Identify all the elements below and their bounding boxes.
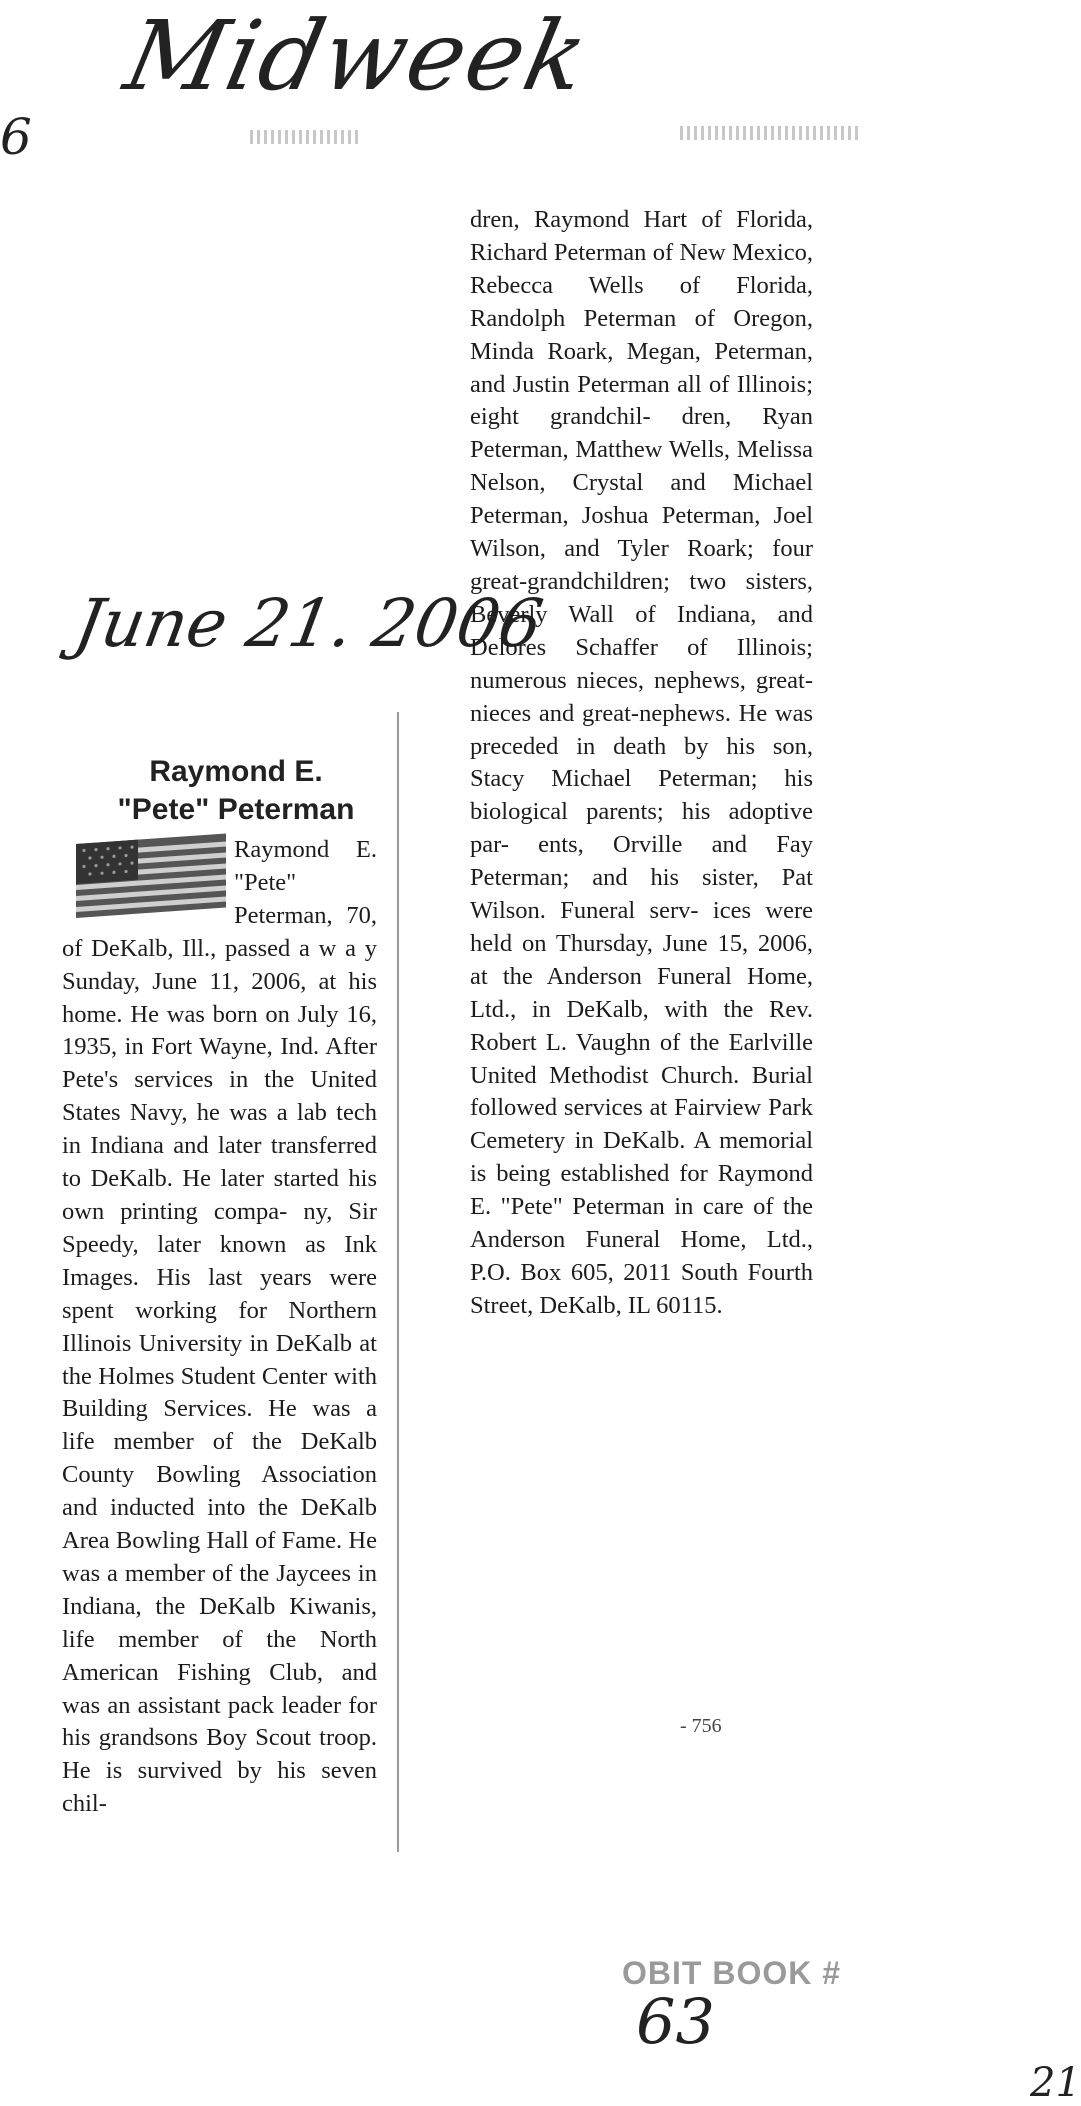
- book-number-handwritten: 63: [636, 1985, 715, 2058]
- column-1-text: Raymond E. "Pete" Peterman, 70, of DeKalb, Ill., passed a w a y Sunday, June 11, 2006, at his home. He was born on July 16, 1935, in Fort Wayne, Ind. After Pete's services in the United States Navy, he was a lab tech in Indiana and later transferred to DeKalb. He later started his own printing compa- ny, Sir Speedy, later known as Ink Images. His last years were spent working for Northern Illinois University in DeKalb at the Holmes Student Center with Building Services. He was a life member of the DeKalb County Bowling Association and inducted into the DeKalb Area Bowling Hall of Fame. He was a member of the Jaycees in Indiana, the DeKalb Kiwanis, life member of the North American Fishing Club, and was an assistant pack leader for his grandsons Boy Scout troop. He is survived by his seven chil-: [62, 836, 377, 1818]
- headline-line: Raymond E.: [149, 755, 323, 788]
- publication-handwritten: Midweek: [116, 0, 599, 112]
- obit-book-stamp: OBIT BOOK #: [622, 1955, 842, 1991]
- column-2-text: dren, Raymond Hart of Florida, Richard Peterman of New Mexico, Rebecca Wells of Florida, Randolph Peterman of Oregon, Minda Roark, Megan, Peterman, and Justin Peterman all of Illinois; eight grandchil- dren, Ryan Peterman, Matthew Wells, Melissa Nelson, Crystal and Michael Peterman, Joshua Peterman, Joel Wilson, and Tyler Roark; four great-grandchildren; two sisters, Beverly Wall of Indiana, and Delores Schaffer of Illinois; numerous nieces, nephews, great-nieces and great-nephews. He was preceded in death by his son, Stacy Michael Peterman; his biological parents; his adoptive par- ents, Orville and Fay Peterman; and his sister, Pat Wilson. Funeral serv- ices were held on Thursday, June 15, 2006, at the Anderson Funeral Home, Ltd., in DeKalb, with the Rev. Robert L. Vaughn of the Earlville United Methodist Church. Burial followed services at Fairview Park Cemetery in DeKalb. A memorial is being established for Raymond E. "Pete" Peterman in care of the Anderson Funeral Home, Ltd., P.O. Box 605, 2011 South Fourth Street, DeKalb, IL 60115.: [470, 206, 813, 1319]
- scan-smudge: [250, 130, 360, 144]
- date-handwritten: June 21. 2006: [69, 585, 549, 662]
- cut-off-text-fragment: - 756: [680, 1715, 722, 1737]
- obituary-column-1: [62, 834, 377, 1821]
- american-flag-icon: [76, 838, 226, 926]
- headline-line: "Pete" Peterman: [117, 793, 355, 826]
- scan-smudge: [680, 126, 860, 140]
- flag-graphic: [76, 838, 226, 926]
- obituary-headline: [80, 753, 392, 829]
- corner-mark: 21: [1030, 2060, 1081, 2106]
- column-rule: [397, 712, 399, 1852]
- margin-number: 6: [0, 108, 32, 166]
- obituary-column-2: [470, 204, 813, 1323]
